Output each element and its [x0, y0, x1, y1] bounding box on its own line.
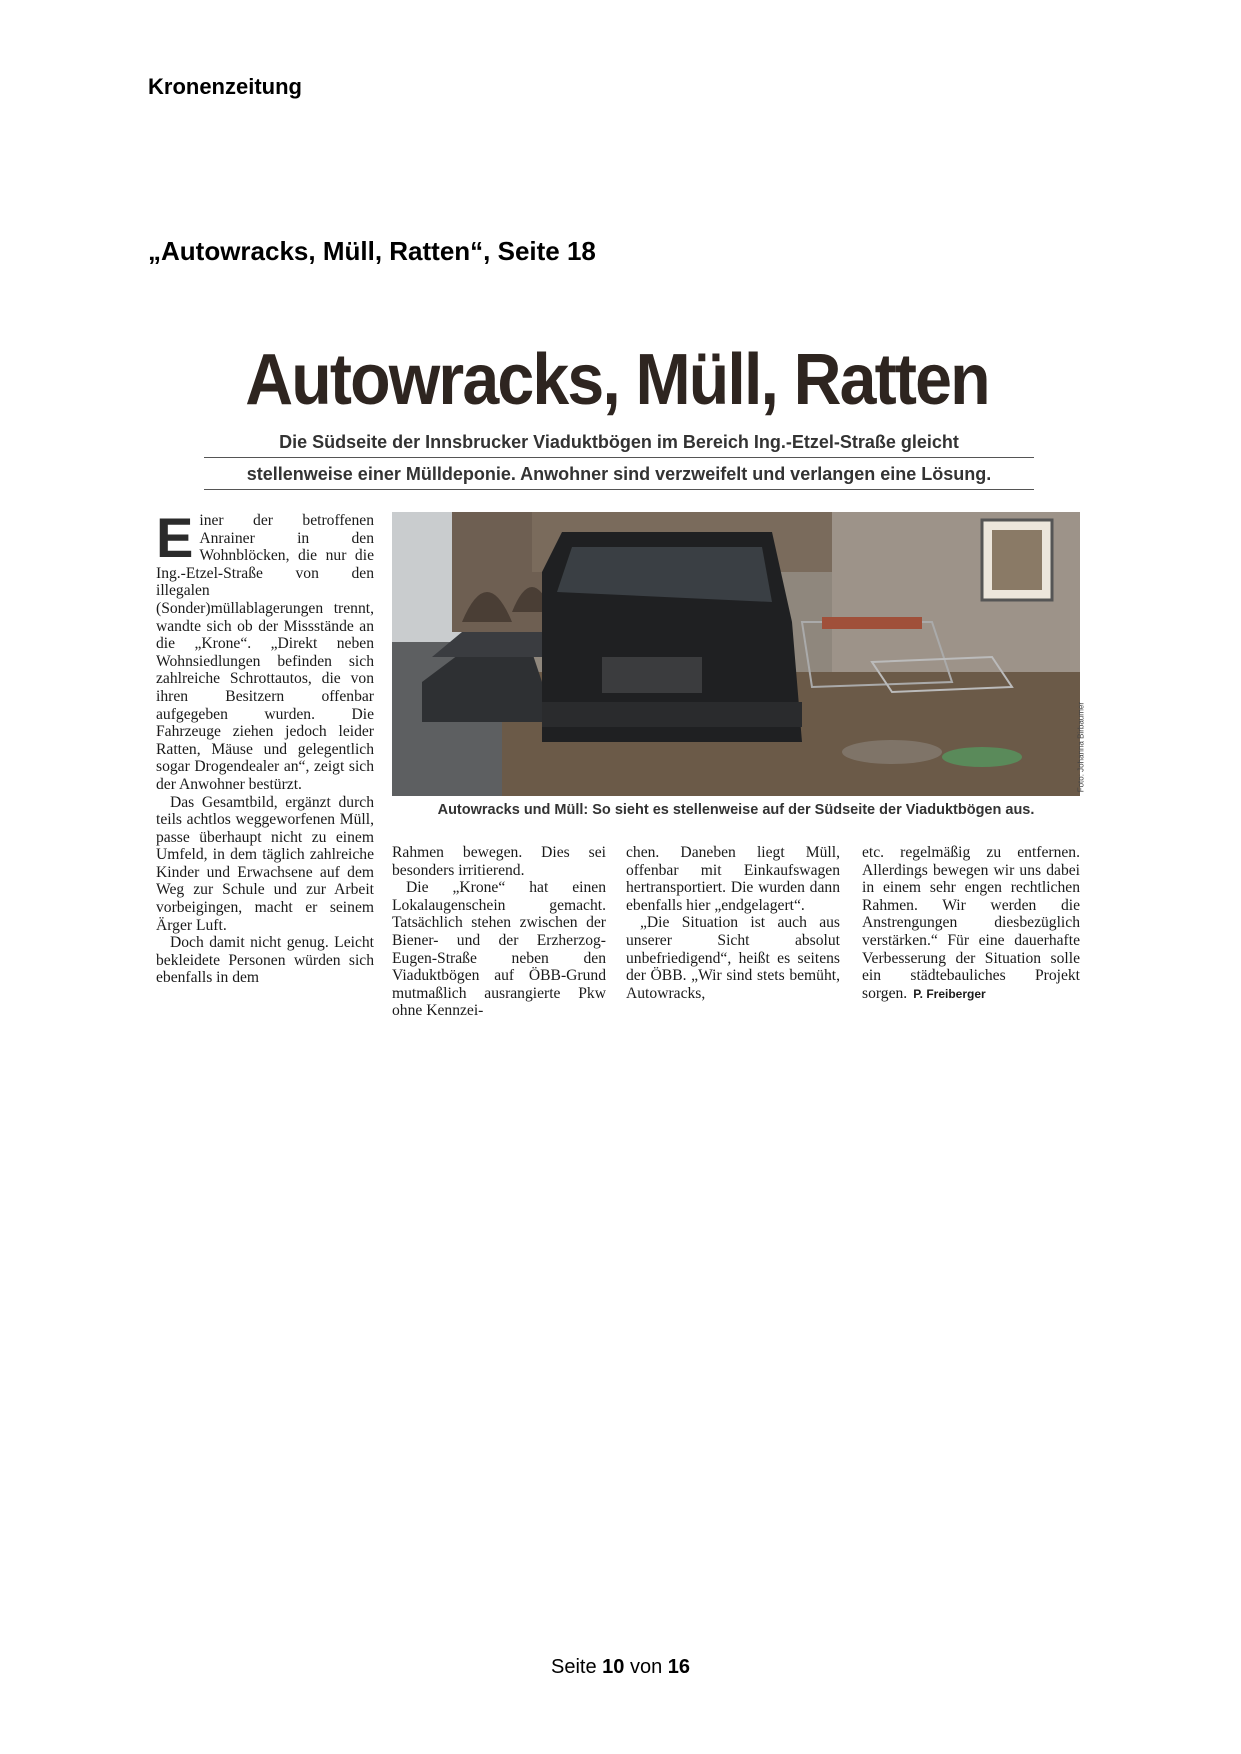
- source-name: Kronenzeitung: [148, 74, 302, 99]
- subline-rule-2: [204, 489, 1034, 490]
- page-number-footer: [0, 1656, 1241, 1679]
- article-column-1: [156, 506, 374, 987]
- article-photo: [392, 512, 1085, 796]
- article-subline-1: Die Südseite der Innsbrucker Viaduktbögen im Bereich Ing.-Etzel-Straße gleicht: [279, 432, 959, 452]
- footer-page: 10: [602, 1656, 625, 1678]
- photo-credit: Foto: Johanna Birbaumer: [1076, 702, 1085, 793]
- drop-cap: E: [156, 506, 194, 569]
- article-paragraph: etc. regelmäßig zu entfernen. Allerdings bewegen wir uns dabei in einem sehr engen rechtlichen Rahmen. Wir werden die Anstrengungen diesbezüglich verstärken.“ Für eine dauerhafte Verbesserung der Situation solle ein städtebauliches Projekt sorgen. P. Freiberger: [862, 844, 1080, 1002]
- article-byline: P. Freiberger: [913, 986, 986, 1001]
- photo-caption: Autowracks und Müll: So sieht es stellenweise auf der Südseite der Viaduktbögen aus.: [437, 802, 1035, 818]
- article-paragraph: Die „Krone“ hat einen Lokalaugenschein gemacht. Tatsächlich stehen zwischen der Biener- und der Erzherzog-Eugen-Straße neben den Viaduktbögen auf ÖBB-Grund mutmaßlich ausrangierte Pkw ohne Kennzei-: [392, 879, 606, 1020]
- footer-middle: von: [629, 1656, 663, 1678]
- article-column-2: [392, 844, 606, 1020]
- article-column-3: [626, 844, 840, 1002]
- article-paragraph: chen. Daneben liegt Müll, offenbar mit Einkaufswagen hertransportiert. Die wurden dann ebenfalls hier „endgelagert“.: [626, 844, 840, 914]
- article-headline: Autowracks, Müll, Ratten: [245, 340, 989, 420]
- article-paragraph: Das Gesamtbild, ergänzt durch teils achtlos weggeworfenen Müll, passe überhaupt nicht zu einem Umfeld, in dem täglich zahlreiche Kinder und Erwachsene auf dem Weg zur Schule und zur Arbeit vorbeigingen, macht er seinem Ärger Luft.: [156, 793, 374, 934]
- article-subline-2: stellenweise einer Mülldeponie. Anwohner sind verzweifelt und verlangen eine Lösung.: [246, 464, 992, 484]
- article-paragraph: „Die Situation ist auch aus unserer Sicht absolut unbefriedigend“, heißt es seitens der ÖBB. „Wir sind stets bemüht, Autowracks,: [626, 914, 840, 1002]
- article-paragraph: Einer der betroffenen Anrainer in den Wohnblöcken, die nur die Ing.-Etzel-Straße von den illegalen (Sonder)müllablagerungen trennt, wandte sich ob der Missstände an die „Krone“. „Direkt neben Wohnsiedlungen befinden sich zahlreiche Schrottautos, die von ihren Besitzern offenbar aufgegeben wurden. Die Fahrzeuge ziehen jedoch leider Ratten, Mäuse und gelegentlich sogar Drogendealer an“, zeigt sich der Anwohner bestürzt.: [156, 506, 374, 793]
- footer-total: 16: [667, 1656, 691, 1678]
- subline-rule-1: [204, 457, 1034, 458]
- article-column-4: [862, 844, 1080, 1003]
- clipping-reference: „Autowracks, Müll, Ratten“, Seite 18: [148, 236, 596, 266]
- footer-prefix: Seite: [550, 1656, 597, 1678]
- article-paragraph: Doch damit nicht genug. Leicht bekleidete Personen würden sich ebenfalls in dem: [156, 934, 374, 987]
- article-paragraph: Rahmen bewegen. Dies sei besonders irritierend.: [392, 844, 606, 879]
- newspaper-clipping: [154, 340, 1085, 1026]
- car-wrecks-photo: [392, 512, 1080, 796]
